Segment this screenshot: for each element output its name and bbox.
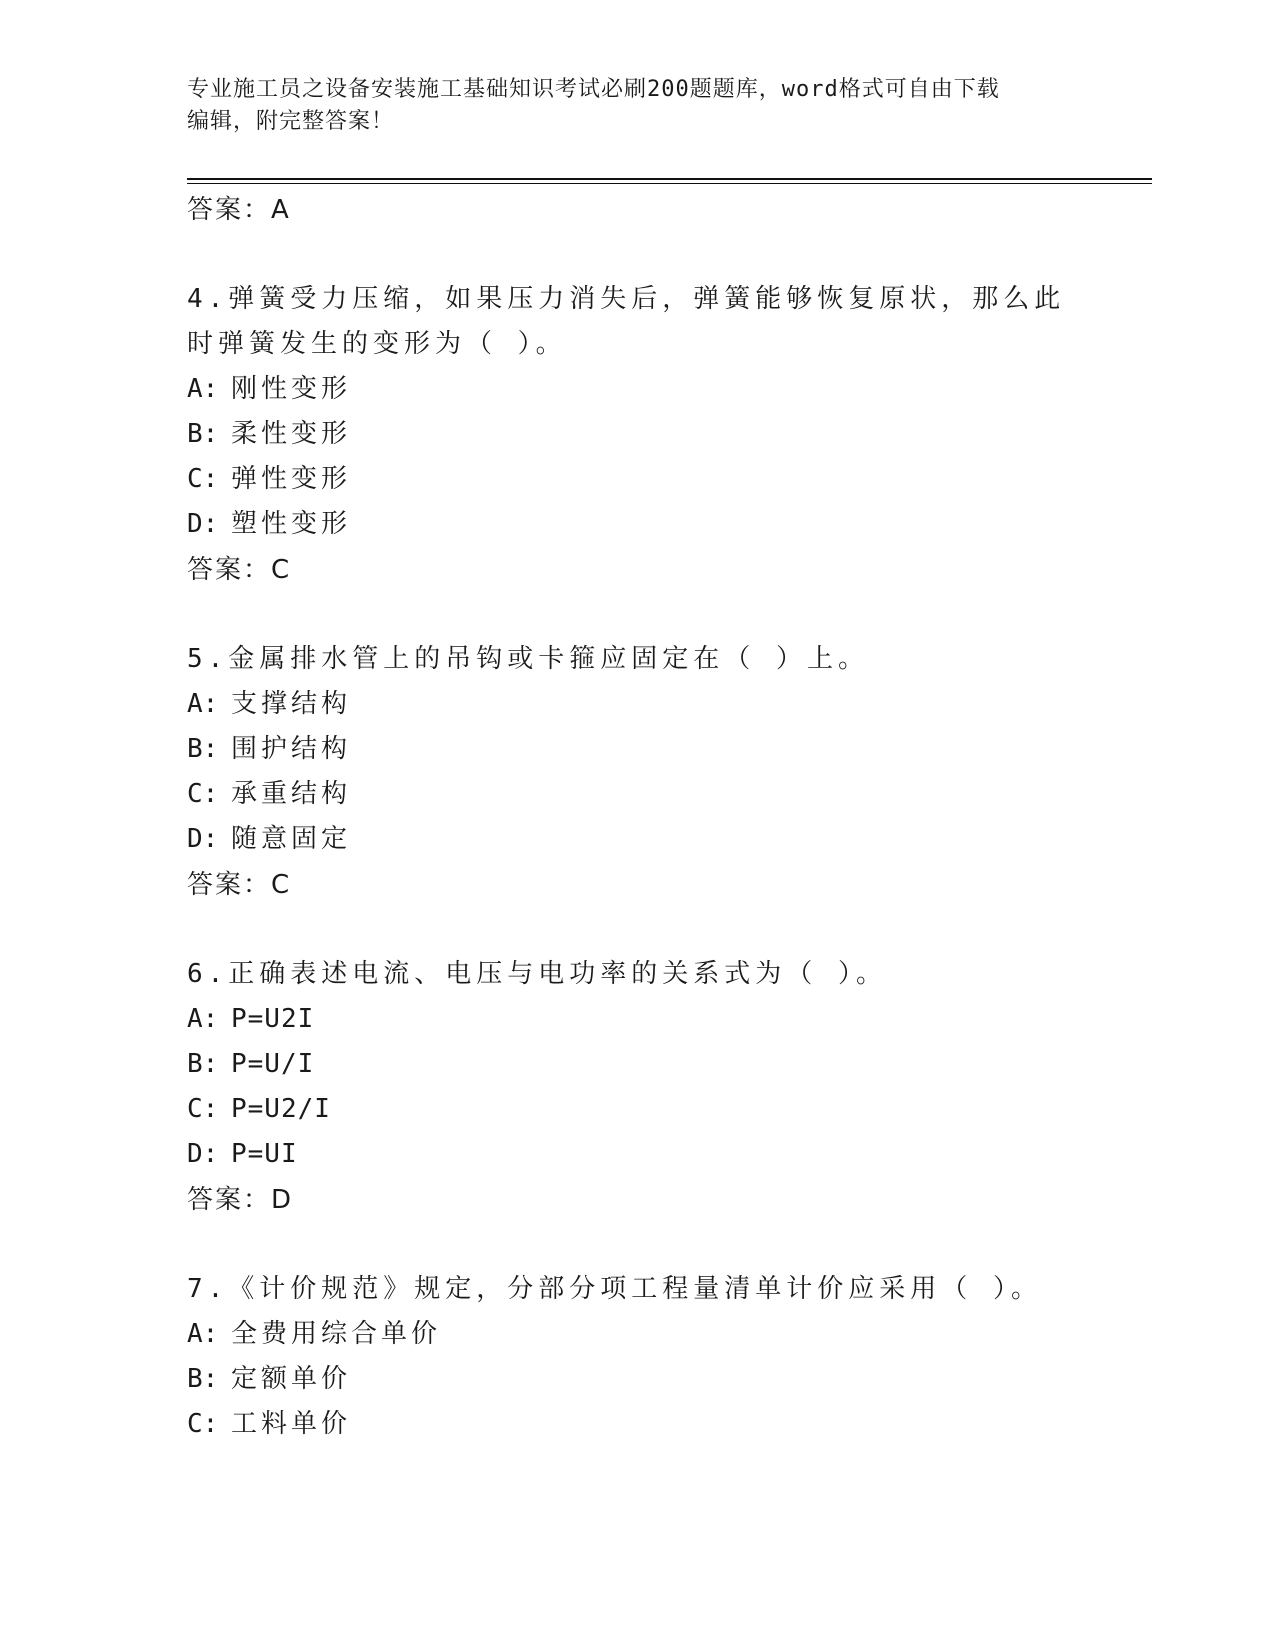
option-item	[187, 367, 1117, 412]
option-text: 承重结构	[231, 779, 352, 809]
question-stem: 7.《计价规范》规定，分部分项工程量清单计价应采用（ ）。	[187, 1274, 1042, 1304]
question-item	[187, 1267, 1117, 1447]
header-line-2: 编辑，附完整答案！	[187, 109, 395, 134]
option-letter: A:	[187, 689, 219, 719]
option-item	[187, 997, 1117, 1042]
option-item	[187, 1132, 1117, 1177]
option-item	[187, 772, 1117, 817]
question-stem: 5.金属排水管上的吊钩或卡箍应固定在（ ）上。	[187, 644, 869, 674]
option-item	[187, 727, 1117, 772]
option-item	[187, 457, 1117, 502]
option-letter: B:	[187, 419, 219, 449]
option-text: P=U2/I	[231, 1094, 331, 1124]
option-letter: B:	[187, 1049, 219, 1079]
option-letter: D:	[187, 1139, 219, 1169]
answer-label: 答案：C	[187, 555, 292, 585]
option-item	[187, 817, 1117, 862]
header-divider-thick	[187, 178, 1152, 180]
option-text: 工料单价	[231, 1409, 352, 1439]
option-text: 刚性变形	[231, 374, 352, 404]
option-item	[187, 1357, 1117, 1402]
option-item	[187, 1042, 1117, 1087]
option-letter: C:	[187, 464, 219, 494]
option-item	[187, 1402, 1117, 1447]
answer-label: 答案：D	[187, 1185, 294, 1215]
option-text: 支撑结构	[231, 689, 352, 719]
question-stem: 6.正确表述电流、电压与电功率的关系式为（ ）。	[187, 959, 887, 989]
header-divider-thin	[187, 183, 1152, 184]
option-text: 围护结构	[231, 734, 352, 764]
option-item	[187, 502, 1117, 547]
option-letter: A:	[187, 1004, 219, 1034]
option-letter: B:	[187, 1364, 219, 1394]
answer-label: 答案：A	[187, 195, 291, 225]
option-text: 定额单价	[231, 1364, 352, 1394]
question-item	[187, 637, 1117, 908]
option-item	[187, 1087, 1117, 1132]
option-letter: A:	[187, 1319, 219, 1349]
option-text: 塑性变形	[231, 509, 352, 539]
option-letter: C:	[187, 1094, 219, 1124]
question-list	[187, 187, 1117, 1447]
option-text: 弹性变形	[231, 464, 352, 494]
option-letter: B:	[187, 734, 219, 764]
option-item	[187, 682, 1117, 727]
option-text: P=U/I	[231, 1049, 315, 1079]
question-stem: 4.弹簧受力压缩，如果压力消失后，弹簧能够恢复原状，那么此时弹簧发生的变形为（ ）。	[187, 284, 1066, 359]
document-header	[187, 74, 1087, 138]
header-line-1: 专业施工员之设备安装施工基础知识考试必刷200题题库，word格式可自由下载	[187, 77, 1000, 102]
option-text: P=U2I	[231, 1004, 315, 1034]
option-letter: C:	[187, 1409, 219, 1439]
answer-label: 答案：C	[187, 870, 292, 900]
option-text: P=UI	[231, 1139, 298, 1169]
option-text: 全费用综合单价	[231, 1319, 442, 1349]
question-item	[187, 277, 1117, 593]
option-text: 柔性变形	[231, 419, 352, 449]
option-letter: D:	[187, 509, 219, 539]
option-text: 随意固定	[231, 824, 352, 854]
option-letter: C:	[187, 779, 219, 809]
option-letter: A:	[187, 374, 219, 404]
option-item	[187, 1312, 1117, 1357]
option-item	[187, 412, 1117, 457]
question-item	[187, 952, 1117, 1223]
option-letter: D:	[187, 824, 219, 854]
